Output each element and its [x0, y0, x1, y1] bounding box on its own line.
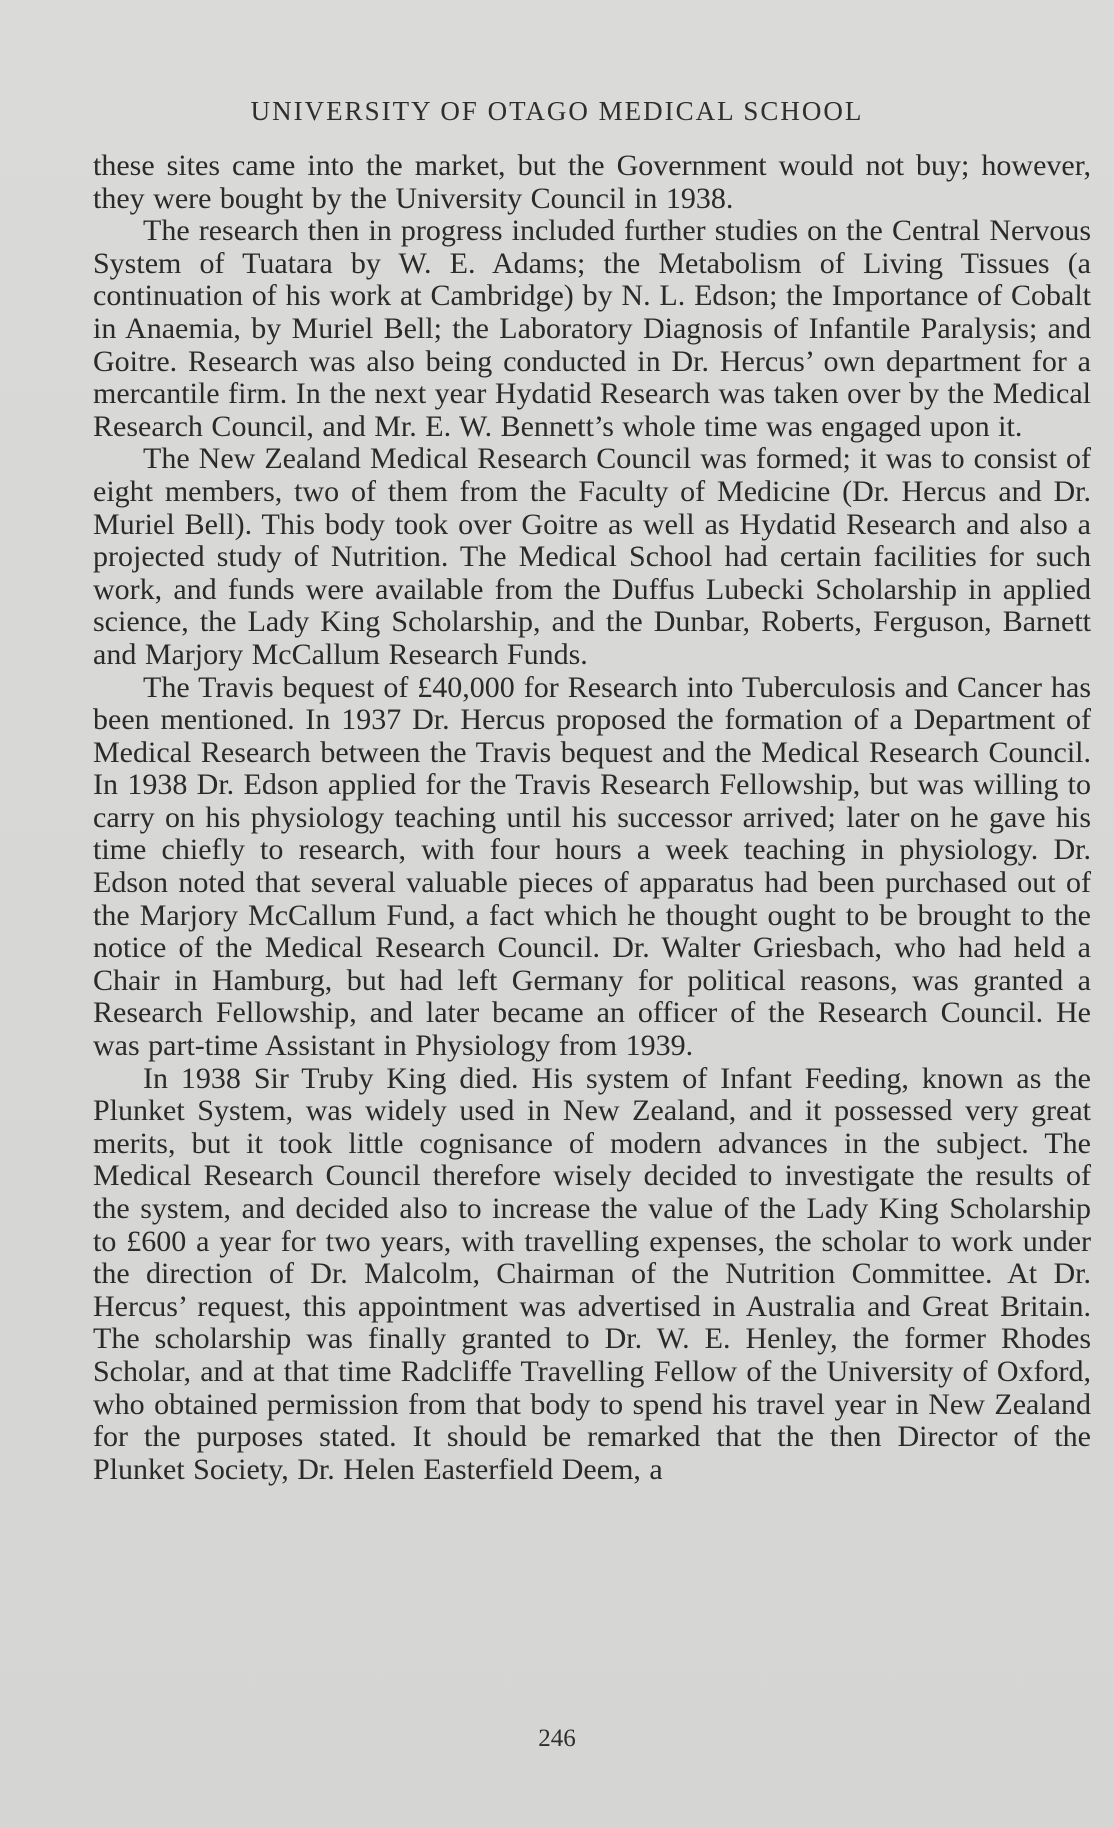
running-header: UNIVERSITY OF OTAGO MEDICAL SCHOOL [250, 96, 864, 126]
paragraph-medical-research-council: The New Zealand Medical Research Council was formed; it was to consist of eight members, two of them from the Faculty of Medicine (Dr. Hercus and Dr. Muriel Bell). This body took over Goitre as well as Hydatid Research and also a projected study of Nutrition. The Medical School had certain facilities for such work, and funds were available from the Duffus Lubecki Scholarship in applied science, the Lady King Scholarship, and the Dunbar, Roberts, Ferguson, Barnett and Marjory McCallum Research Funds. [93, 442, 1091, 671]
paragraph-travis-bequest: The Travis bequest of £40,000 for Research into Tuberculosis and Cancer has been mentioned. In 1937 Dr. Hercus proposed the formation of a Department of Medical Research between the Travis bequest and the Medical Research Council. In 1938 Dr. Edson applied for the Travis Research Fellowship, but was willing to carry on his physiology teaching until his successor arrived; later on he gave his time chiefly to research, with four hours a week teaching in physiology. Dr. Edson noted that several valuable pieces of apparatus had been purchased out of the Marjory McCallum Fund, a fact which he thought ought to be brought to the notice of the Medical Research Council. Dr. Walter Griesbach, who had held a Chair in Hamburg, but had left Germany for political reasons, was granted a Research Fellowship, and later became an officer of the Research Council. He was part-time Assistant in Physiology from 1939. [93, 670, 1091, 1063]
paragraph-truby-king: In 1938 Sir Truby King died. His system of Infant Feeding, known as the Plunket System, was widely used in New Zealand, and it possessed very great merits, but it took little cognisance of modern advances in the subject. The Medical Research Council therefore wisely decided to investigate the results of the system, and decided also to increase the value of the Lady King Scholarship to £600 a year for two years, with travelling expenses, the scholar to work under the direction of Dr. Malcolm, Chairman of the Nutrition Committee. At Dr. Hercus’ request, this appointment was advertised in Australia and Great Britain. The scholarship was finally granted to Dr. W. E. Henley, the former Rhodes Scholar, and at that time Radcliffe Travelling Fellow of the University of Oxford, who obtained permission from that body to spend his travel year in New Zealand for the purposes stated. It should be remarked that the then Director of the Plunket Society, Dr. Helen Easterfield Deem, a [93, 1061, 1091, 1486]
paragraph-continuation: these sites came into the market, but the Government would not buy; however, they were bought by the University Council in 1938. [93, 149, 1091, 215]
body-text [93, 150, 1091, 1486]
page-number: 246 [538, 1725, 576, 1752]
paragraph-research-in-progress: The research then in progress included further studies on the Central Nervous System of Tuatara by W. E. Adams; the Metabolism of Living Tissues (a continuation of his work at Cambridge) by N. L. Edson; the Importance of Cobalt in Anaemia, by Muriel Bell; the Laboratory Diagnosis of Infantile Paralysis; and Goitre. Research was also being conducted in Dr. Hercus’ own department for a mercantile firm. In the next year Hydatid Research was taken over by the Medical Research Council, and Mr. E. W. Bennett’s whole time was engaged upon it. [93, 214, 1091, 443]
